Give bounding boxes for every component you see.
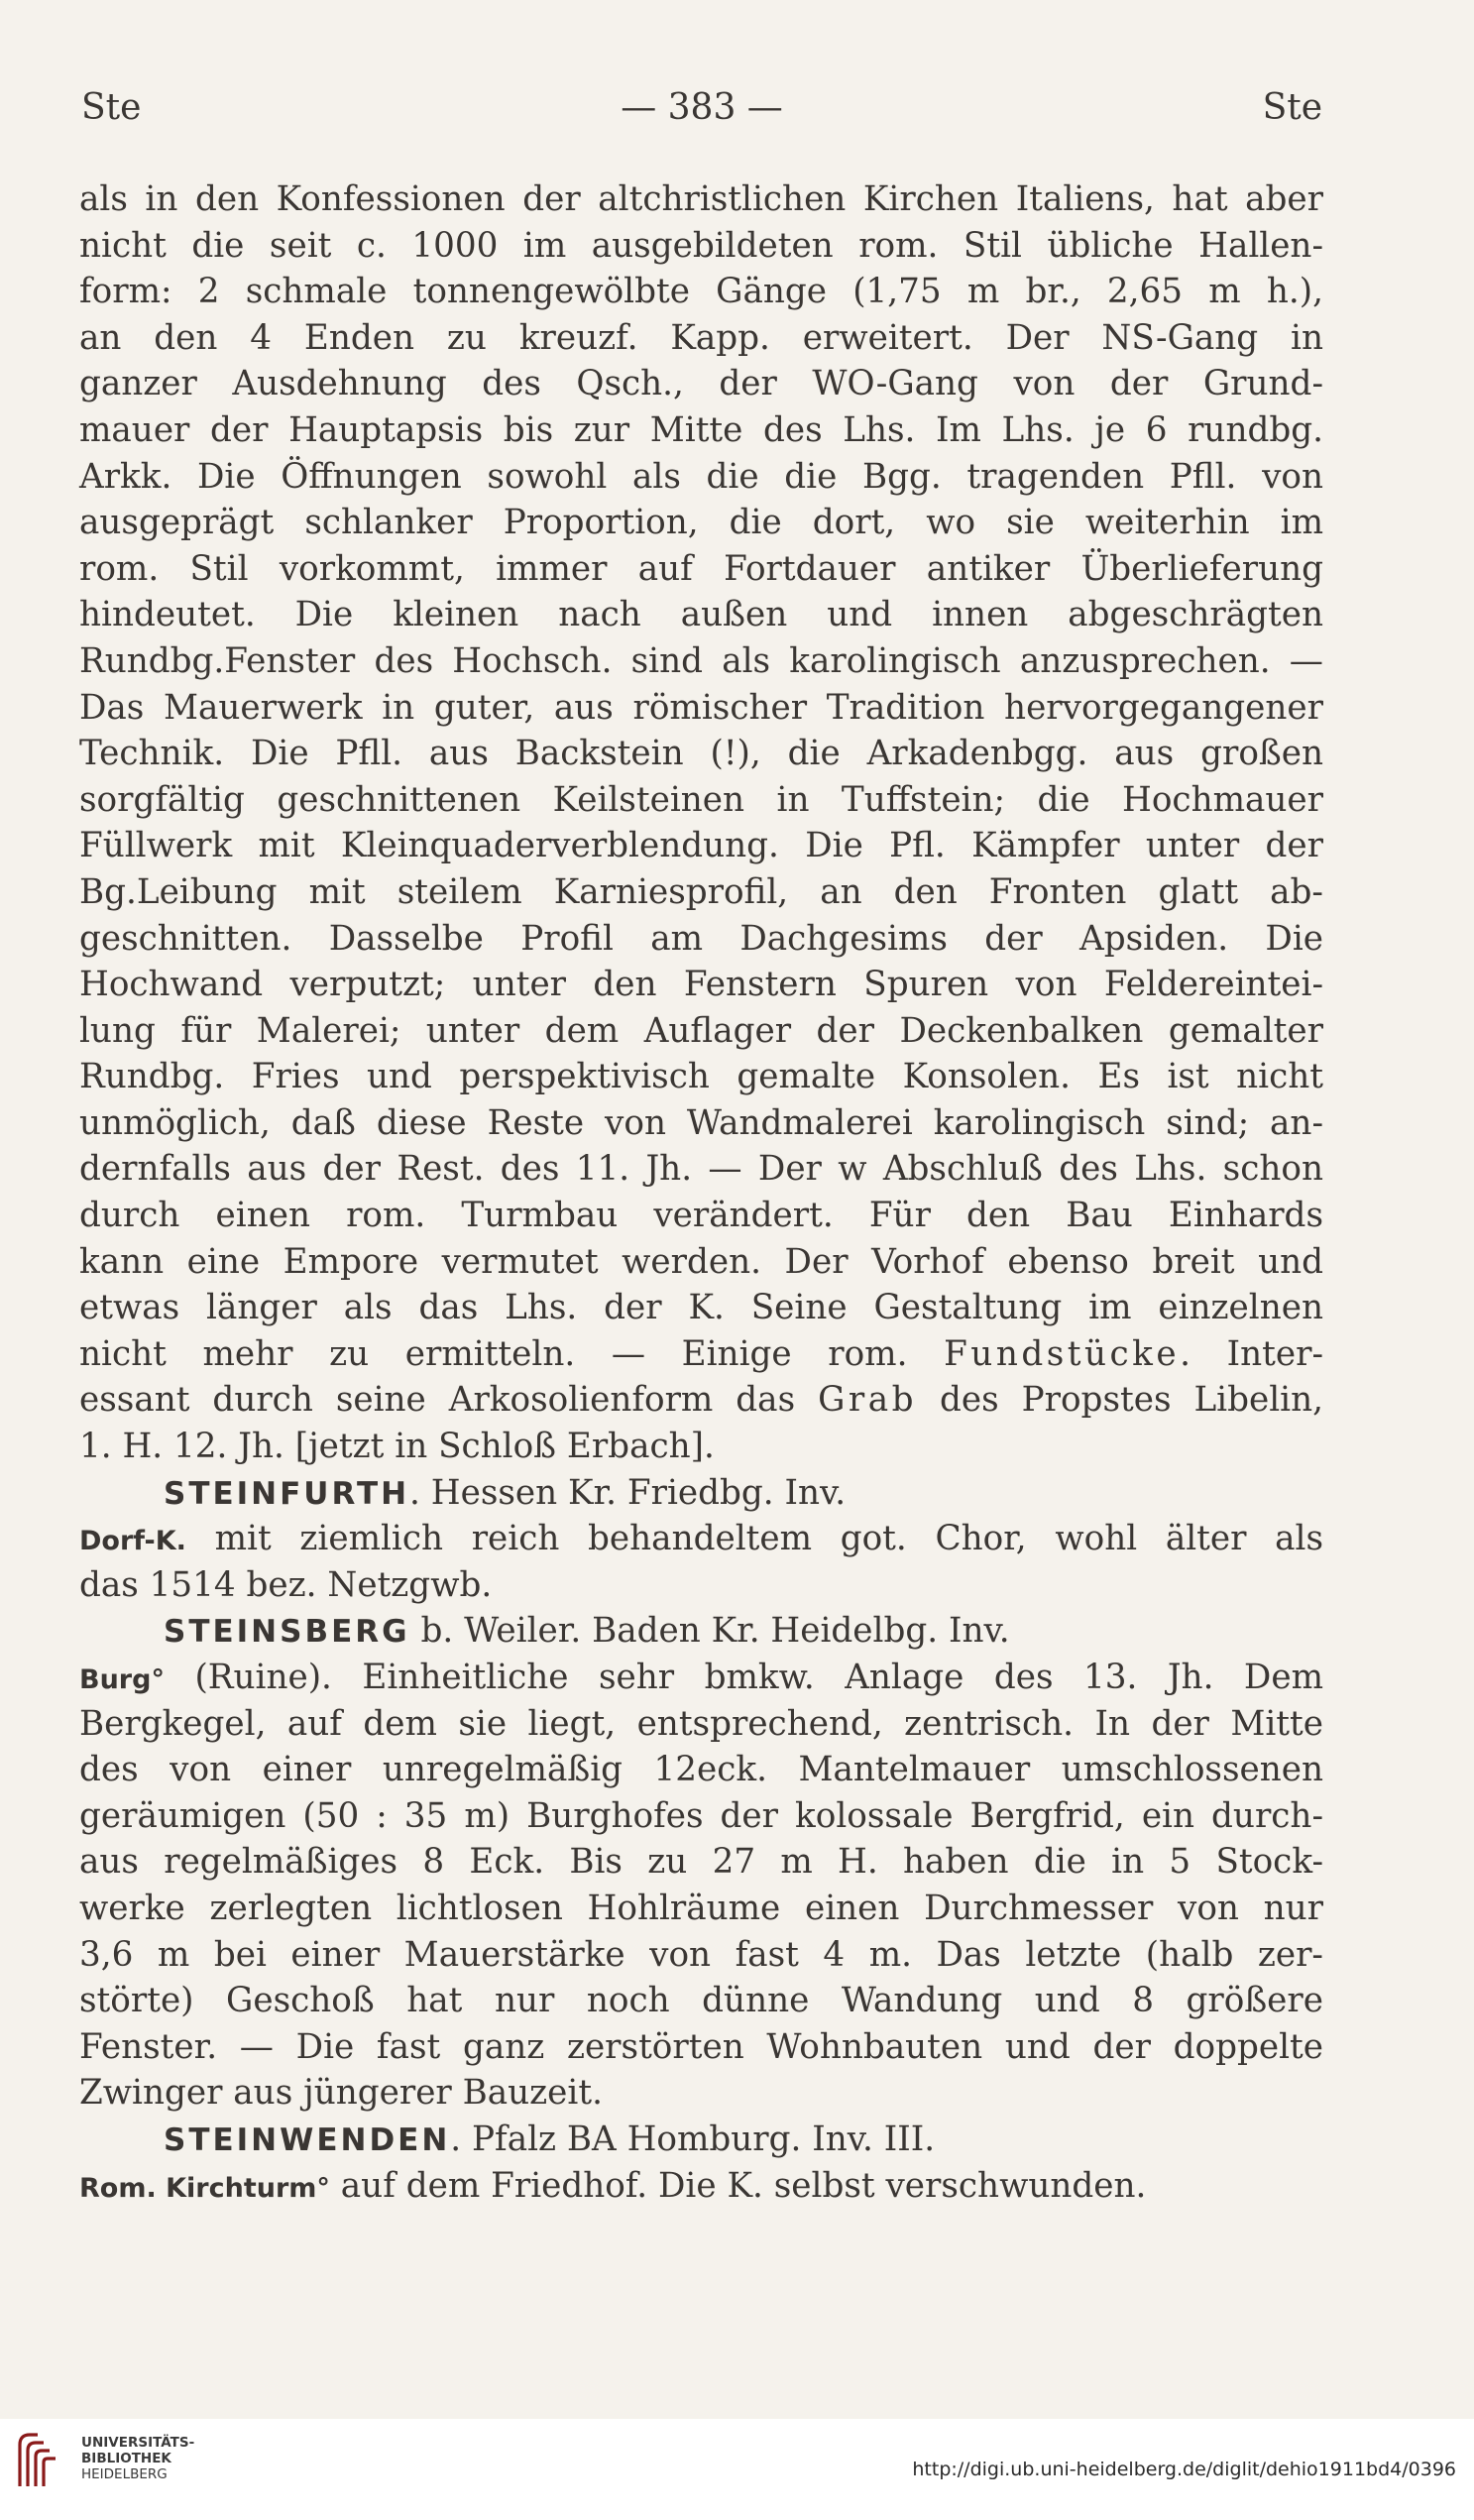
body-text — [79, 176, 1323, 2209]
text-line: dernfalls aus der Rest. des 11. Jh. — Der w Abschluß des Lhs. schon — [79, 1149, 1323, 1190]
text-line: rom. Stil vorkommt, immer auf Fortdauer antiker Überlieferung — [79, 548, 1323, 589]
entry-details: . Hessen Kr. Friedbg. Inv. — [409, 1472, 847, 1513]
text-line: störte) Geschoß hat nur noch dünne Wandung und 8 größere — [79, 1981, 1323, 2021]
text-line: form: 2 schmale tonnengewölbte Gänge (1,75 m br., 2,65 m h.), — [79, 272, 1323, 312]
header-right: Ste — [1262, 87, 1322, 128]
entry-dorfk — [79, 1516, 1323, 1562]
text-segment: . Inter- — [1180, 1333, 1324, 1374]
spaced-term: Grab — [818, 1380, 918, 1421]
text-line: ganzer Ausdehnung des Qsch., der WO-Gang von der Grund- — [79, 364, 1323, 404]
library-name-line: UNIVERSITÄTS- — [81, 2435, 195, 2451]
text-line: Rundbg. Fries und perspektivisch gemalte Konsolen. Es ist nicht — [79, 1057, 1323, 1097]
entry-heading-steinsberg — [79, 1608, 1323, 1655]
text-line: sorgfältig geschnittenen Keilsteinen in Tuffstein; die Hochmauer — [79, 779, 1323, 820]
monument-name: Burg° — [79, 1664, 165, 1695]
text-segment: des Propstes Libelin, — [917, 1380, 1323, 1421]
text-line: an den 4 Enden zu kreuzf. Kapp. erweitert. Der NS-Gang in — [79, 317, 1323, 358]
page-number: — 383 — — [621, 87, 783, 128]
university-library-logo-icon — [14, 2429, 59, 2490]
text-line — [79, 1377, 1323, 1424]
text-line: werke zerlegten lichtlosen Hohlräume einen Durchmesser von nur — [79, 1888, 1323, 1928]
text-line — [79, 1331, 1323, 1378]
text-line: Füllwerk mit Kleinquaderverblendung. Die Pfl. Kämpfer unter der — [79, 826, 1323, 866]
header-left: Ste — [81, 87, 142, 128]
place-name: STEINSBERG — [164, 1614, 410, 1651]
text-line: ausgeprägt schlanker Proportion, die dort, wo sie weiterhin im — [79, 503, 1323, 543]
text-segment: nicht mehr zu ermitteln. — Einige rom. — [79, 1333, 945, 1374]
text-line: hindeutet. Die kleinen nach außen und innen abgeschrägten — [79, 595, 1323, 635]
entry-details: . Pfalz BA Homburg. Inv. III. — [450, 2119, 936, 2159]
place-name: STEINFURTH — [164, 1475, 410, 1512]
library-name-line: HEIDELBERG — [81, 2466, 168, 2482]
entry-text: auf dem Friedhof. Die K. selbst verschwunden. — [329, 2165, 1147, 2206]
text-line: 3,6 m bei einer Mauerstärke von fast 4 m. Das letzte (halb zer- — [79, 1934, 1323, 1975]
text-line: Arkk. Die Öffnungen sowohl als die die Bgg. tragenden Pfll. von — [79, 456, 1323, 497]
running-header — [81, 87, 1322, 137]
spaced-term: Fundstücke — [944, 1333, 1181, 1374]
text-line: als in den Konfessionen der altchristlichen Kirchen Italiens, hat aber — [79, 179, 1323, 219]
text-line: des von einer unregelmäßig 12eck. Mantelmauer umschlossenen — [79, 1750, 1323, 1790]
entry-rom — [79, 2163, 1323, 2210]
text-line: Fenster. — Die fast ganz zerstörten Wohnbauten und der doppelte — [79, 2026, 1323, 2067]
place-name: STEINWENDEN — [164, 2121, 451, 2158]
text-line: 1. H. 12. Jh. [jetzt in Schloß Erbach]. — [79, 1427, 715, 1467]
text-line: Bg.Leibung mit steilem Karniesprofil, an den Fronten glatt ab- — [79, 871, 1323, 912]
text-line: Bergkegel, auf dem sie liegt, entsprechend, zentrisch. In der Mitte — [79, 1703, 1323, 1744]
entry-text: (Ruine). Einheitliche sehr bmkw. Anlage des 13. Jh. Dem — [164, 1658, 1323, 1697]
text-line: geschnitten. Dasselbe Profil am Dachgesims der Apsiden. Die — [79, 918, 1323, 959]
text-line: etwas länger als das Lhs. der K. Seine Gestaltung im einzelnen — [79, 1288, 1323, 1328]
text-line: unmöglich, daß diese Reste von Wandmalerei karolingisch sind; an- — [79, 1102, 1323, 1143]
text-line: Hochwand verputzt; unter den Fenstern Spuren von Feldereintei- — [79, 965, 1323, 1005]
text-line: aus regelmäßiges 8 Eck. Bis zu 27 m H. haben die in 5 Stock- — [79, 1842, 1323, 1883]
footer-bar — [0, 2419, 1474, 2520]
text-line: durch einen rom. Turmbau verändert. Für den Bau Einhards — [79, 1196, 1323, 1236]
text-line: Zwinger aus jüngerer Bauzeit. — [79, 2073, 603, 2114]
text-segment: essant durch seine Arkosolienform das — [79, 1380, 819, 1421]
text-line: kann eine Empore vermutet werden. Der Vorhof ebenso breit und — [79, 1241, 1323, 1282]
library-name — [81, 2435, 194, 2482]
text-line: das 1514 bez. Netzgwb. — [79, 1564, 493, 1605]
text-line: mauer der Hauptapsis bis zur Mitte des Lhs. Im Lhs. je 6 rundbg. — [79, 409, 1323, 450]
text-line: nicht die seit c. 1000 im ausgebildeten rom. Stil übliche Hallen- — [79, 225, 1323, 266]
text-line: Rundbg.Fenster des Hochsch. sind als karolingisch anzusprechen. — — [79, 640, 1323, 681]
entry-text: mit ziemlich reich behandeltem got. Chor, wohl älter als — [185, 1519, 1323, 1559]
library-name-line: BIBLIOTHEK — [81, 2451, 171, 2466]
text-line: Das Mauerwerk in guter, aus römischer Tradition hervorgegangener — [79, 687, 1323, 728]
entry-burg — [79, 1655, 1323, 1701]
permalink-url[interactable]: http://digi.ub.uni-heidelberg.de/diglit/dehio1911bd4/0396 — [912, 2459, 1456, 2480]
entry-heading-steinwenden — [79, 2117, 1323, 2163]
entry-heading-steinfurth — [79, 1470, 1323, 1517]
text-line: geräumigen (50 : 35 m) Burghofes der kolossale Bergfrid, ein durch- — [79, 1795, 1323, 1836]
monument-name: Dorf-K. — [79, 1526, 186, 1557]
monument-name: Rom. Kirchturm° — [79, 2172, 330, 2204]
text-line: lung für Malerei; unter dem Auflager der Deckenbalken gemalter — [79, 1010, 1323, 1051]
text-line: Technik. Die Pfll. aus Backstein (!), die Arkadenbgg. aus großen — [79, 734, 1323, 774]
entry-details: b. Weiler. Baden Kr. Heidelbg. Inv. — [409, 1611, 1010, 1652]
